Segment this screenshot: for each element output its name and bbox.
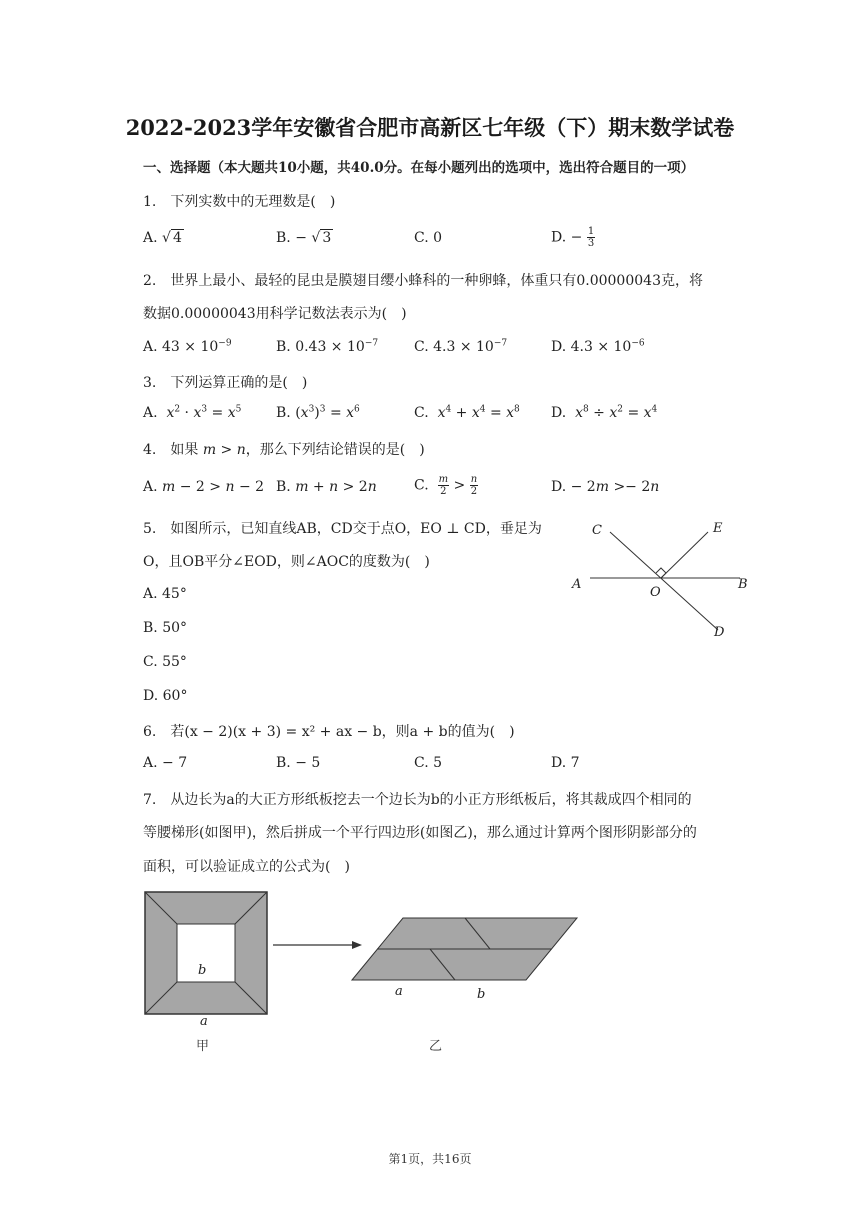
question-5-stem-line2: O，且OB平分∠EOD，则∠AOC的度数为( ) — [143, 554, 430, 570]
fig-jia-caption: 甲 — [196, 1039, 210, 1054]
label-a: A — [572, 577, 582, 592]
fig-yi-label-a: a — [395, 984, 403, 999]
line-cd — [610, 532, 718, 630]
q3-option-b: B. $(x^3)^3 = x^6$ — [276, 404, 360, 421]
q4-option-c: C. $\frac{m}{2}$ > $\frac{n}{2}$ — [414, 474, 478, 497]
question-5-stem-line1: 5. 如图所示，已知直线AB，CD交于点O，EO ⊥ CD，垂足为 — [143, 521, 542, 537]
arrow-icon — [273, 941, 362, 949]
question-1-stem: 1. 下列实数中的无理数是( ) — [143, 194, 336, 210]
ray-oe — [661, 532, 708, 578]
q3-option-a: A. $x^2 \cdot x^3 = x^5$ — [143, 404, 242, 421]
label-e: E — [713, 521, 723, 536]
q6-option-b: B. − 5 — [276, 755, 321, 771]
q2-option-d: D. $4.3 \times 10^{-6}$ — [551, 338, 645, 355]
label-c: C — [592, 523, 602, 538]
q4-option-b: B. m + n > 2n — [276, 479, 377, 495]
fig-jia-label-a: a — [200, 1014, 208, 1029]
right-angle-mark — [656, 568, 666, 578]
q7-figures — [140, 888, 590, 1058]
q6-option-d: D. 7 — [551, 755, 580, 771]
page-footer: 第1页，共16页 — [388, 1152, 472, 1166]
question-2-stem-line2: 数据0.00000043用科学记数法表示为( ) — [143, 306, 407, 322]
question-6-stem: 6. 若(x − 2)(x + 3) = x² + ax − b，则a + b的值为( ) — [143, 724, 515, 740]
label-o: O — [650, 585, 661, 600]
q1-option-b: B. − √ 3 — [276, 230, 332, 246]
question-4-stem: 4. 如果 m > n，那么下列结论错误的是( ) — [143, 442, 425, 458]
fig-jia-label-b: b — [198, 963, 207, 978]
q5-option-d: D. 60° — [143, 688, 188, 704]
q2-option-b: B. $0.43 \times 10^{-7}$ — [276, 338, 379, 355]
q2-option-a: A. $43 \times 10^{-9}$ — [143, 338, 232, 355]
figure-jia — [145, 892, 267, 1054]
page-title: 2022-2023学年安徽省合肥市高新区七年级（下）期末数学试卷 — [125, 115, 735, 140]
q1-option-d: D. − $\frac{1}{3}$ — [551, 226, 595, 249]
q3-option-c: C. $x^4 + x^4 = x^8$ — [414, 404, 520, 421]
q5-option-b: B. 50° — [143, 620, 188, 636]
figure-yi — [352, 918, 577, 1054]
q5-option-c: C. 55° — [143, 654, 187, 670]
section-header: 一、选择题（本大题共10小题，共40.0分。在每小题列出的选项中，选出符合题目的一项） — [143, 160, 695, 176]
q5-option-a: A. 45° — [143, 586, 187, 602]
question-2-stem-line1: 2. 世界上最小、最轻的昆虫是膜翅目缨小蜂科的一种卵蜂，体重只有0.00000043克，将 — [143, 273, 703, 289]
question-3-stem: 3. 下列运算正确的是( ) — [143, 375, 308, 391]
q5-lines-diagram — [560, 510, 760, 645]
question-7-stem-line2: 等腰梯形(如图甲)，然后拼成一个平行四边形(如图乙)，那么通过计算两个图形阴影部分的 — [143, 825, 697, 841]
q1-option-a: A. √ 4 — [143, 230, 182, 246]
q4-option-a: A. m − 2 > n − 2 — [143, 479, 265, 495]
q1-option-c: C. 0 — [414, 230, 443, 246]
label-d: D — [714, 625, 725, 640]
question-7-stem-line1: 7. 从边长为a的大正方形纸板挖去一个边长为b的小正方形纸板后，将其裁成四个相同的 — [143, 792, 692, 808]
q3-option-d: D. $x^8 \div x^2 = x^4$ — [551, 404, 658, 421]
label-b: B — [738, 577, 748, 592]
question-7-stem-line3: 面积，可以验证成立的公式为( ) — [143, 859, 350, 875]
q6-option-a: A. − 7 — [143, 755, 188, 771]
fig-yi-label-b: b — [477, 987, 486, 1002]
q4-option-d: D. − 2m >− 2n — [551, 479, 660, 495]
fig-yi-caption: 乙 — [429, 1039, 443, 1054]
q2-option-c: C. $4.3 \times 10^{-7}$ — [414, 338, 508, 355]
q6-option-c: C. 5 — [414, 755, 443, 771]
